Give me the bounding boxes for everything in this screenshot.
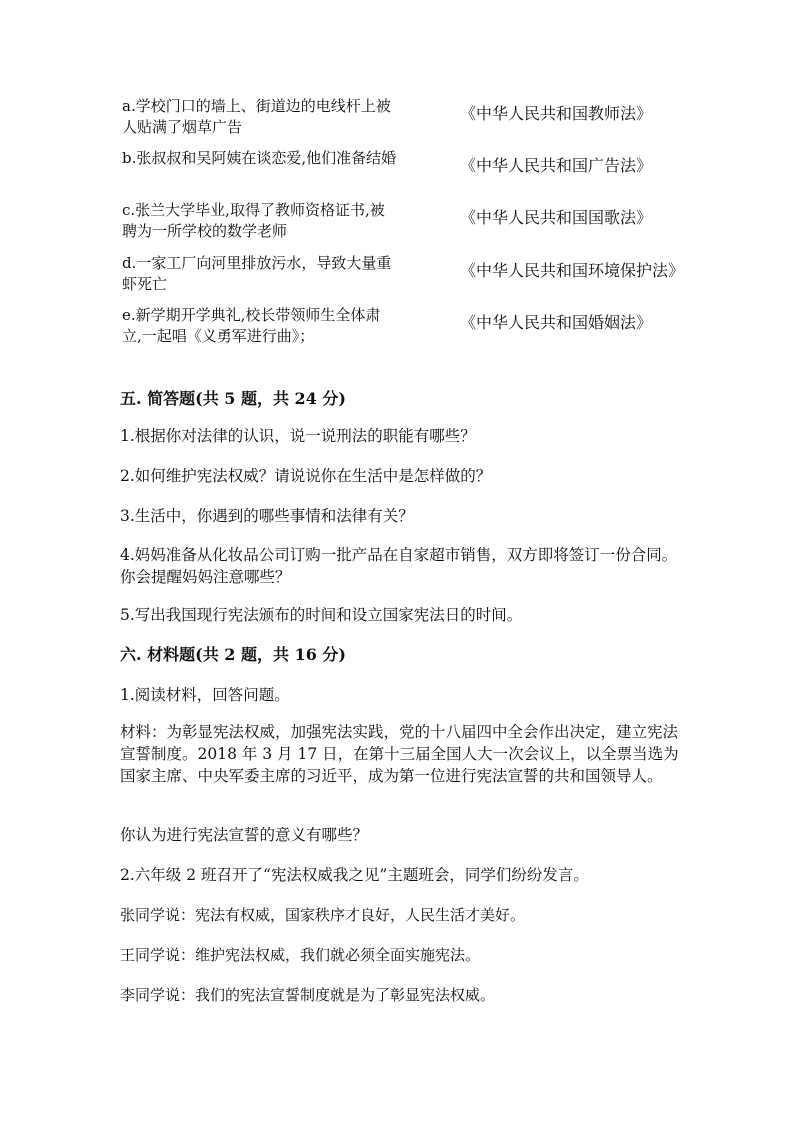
question-5-3: 3.生活中，你遇到的哪些事情和法律有关？ xyxy=(120,507,414,525)
question-5-2: 2.如何维护宪法权威？请说说你在生活中是怎样做的？ xyxy=(120,467,492,485)
matching-item-e: e.新学期开学典礼,校长带领师生全体肃立,一起唱《义勇军进行曲》； xyxy=(122,306,381,345)
student-li-statement: 李同学说：我们的宪法宣誓制度就是为了彰显宪法权威。 xyxy=(120,986,496,1004)
matching-row-b xyxy=(122,148,682,188)
question-6-2-intro: 2.六年级 2 班召开了“宪法权威我之见”主题班会，同学们纷纷发言。 xyxy=(120,866,589,884)
law-option-marriage: 《中华人民共和国婚姻法》 xyxy=(460,313,653,332)
matching-row-c xyxy=(122,200,682,240)
student-wang-statement: 王同学说：维护宪法权威，我们就必须全面实施宪法。 xyxy=(120,946,481,964)
law-option-advertising: 《中华人民共和国广告法》 xyxy=(460,156,653,175)
question-6-1-intro: 1.阅读材料，回答问题。 xyxy=(120,686,290,704)
question-5-5: 5.写出我国现行宪法颁布的时间和设立国家宪法日的时间。 xyxy=(120,606,523,624)
matching-item-a: a.学校门口的墙上、街道边的电线杆上被人贴满了烟草广告 xyxy=(122,97,391,136)
section-6-heading: 六. 材料题(共 2 题，共 16 分) xyxy=(120,645,346,664)
question-5-4: 4.妈妈准备从化妆品公司订购一批产品在自家超市销售，双方即将签订一份合同。你会提醒妈妈注意哪些？ xyxy=(120,546,678,586)
matching-row-e xyxy=(122,305,682,345)
matching-row-a xyxy=(122,96,682,136)
matching-row-d xyxy=(122,253,685,293)
matching-item-d: d.一家工厂向河里排放污水，导致大量重虾死亡 xyxy=(122,254,392,293)
question-6-1-prompt: 你认为进行宪法宣誓的意义有哪些？ xyxy=(120,826,369,844)
law-option-anthem: 《中华人民共和国国歌法》 xyxy=(460,208,653,227)
student-zhang-statement: 张同学说：宪法有权威，国家秩序才良好，人民生活才美好。 xyxy=(120,906,526,924)
question-6-1-material: 材料：为彰显宪法权威，加强宪法实践，党的十八届四中全会作出决定，建立宪法宣誓制度。2018 年 3 月 17 日，在第十三届全国人大一次会议上，以全票当选为国家主席、中央军委主席的习近平，成为第一位进行宪法宣誓的共和国领导人。 xyxy=(120,723,679,785)
section-5-heading: 五. 简答题(共 5 题，共 24 分) xyxy=(120,389,346,408)
matching-item-b: b.张叔叔和吴阿姨在谈恋爱,他们准备结婚 xyxy=(122,149,397,167)
matching-item-c: c.张兰大学毕业,取得了教师资格证书,被聘为一所学校的数学老师 xyxy=(122,201,385,240)
law-option-environment: 《中华人民共和国环境保护法》 xyxy=(460,261,685,280)
question-5-1: 1.根据你对法律的认识，说一说刑法的职能有哪些？ xyxy=(120,427,476,445)
law-option-teacher: 《中华人民共和国教师法》 xyxy=(460,104,653,123)
